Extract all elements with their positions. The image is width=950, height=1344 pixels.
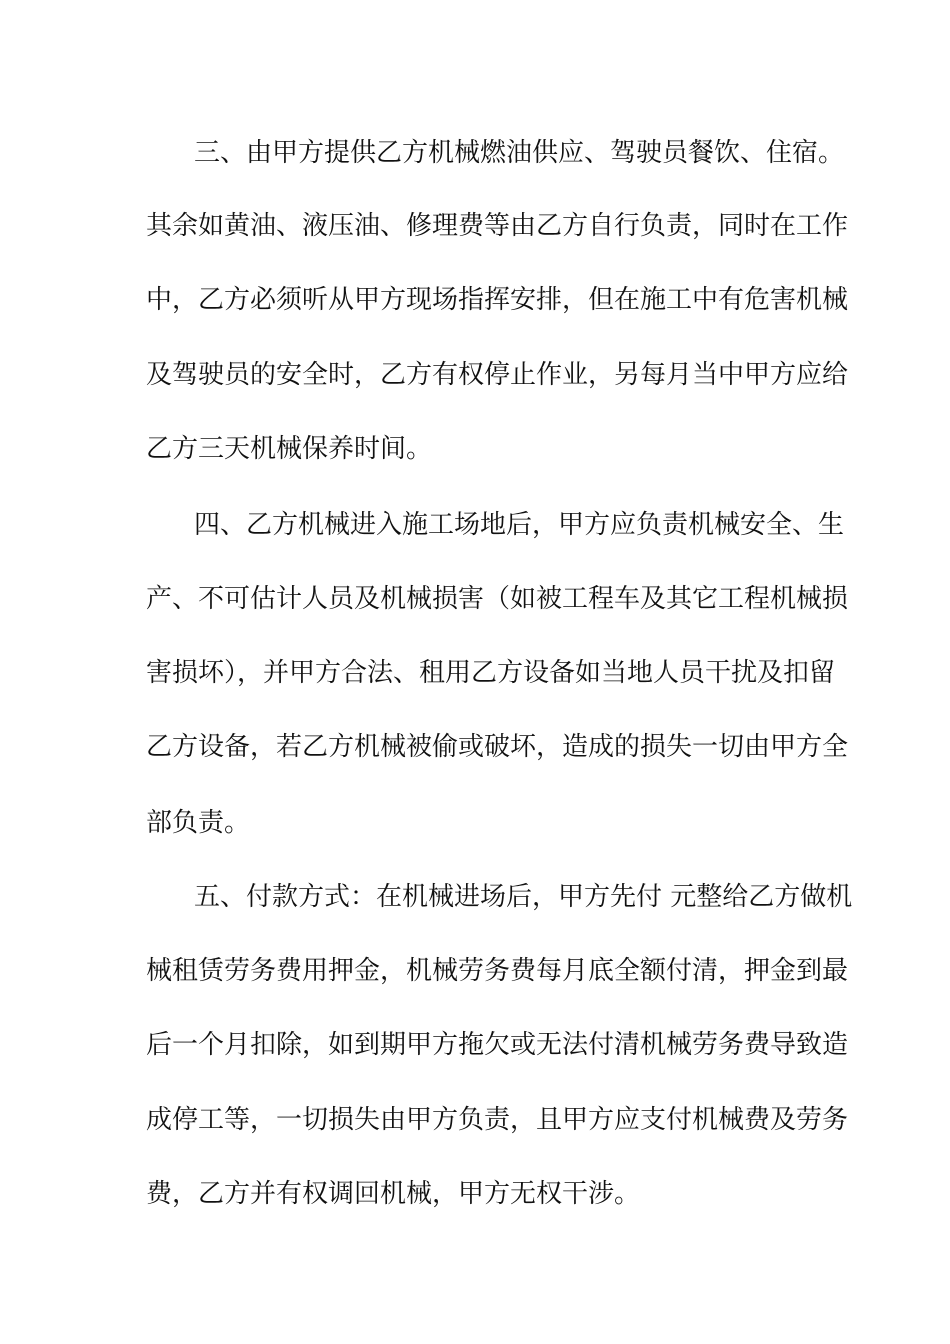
- text-line: 乙方设备，若乙方机械被偷或破坏，造成的损失一切由甲方全: [146, 732, 849, 762]
- text-line: 成停工等，一切损失由甲方负责，且甲方应支付机械费及劳务: [146, 1105, 849, 1135]
- text-line: 乙方三天机械保养时间。: [146, 434, 433, 464]
- text-line: 三、由甲方提供乙方机械燃油供应、驾驶员餐饮、住宿。: [194, 138, 845, 168]
- text-line: 后一个月扣除，如到期甲方拖欠或无法付清机械劳务费导致造: [146, 1030, 849, 1060]
- text-line: 中，乙方必须听从甲方现场指挥安排，但在施工中有危害机械: [146, 285, 849, 315]
- text-line: 费，乙方并有权调回机械，甲方无权干涉。: [146, 1179, 641, 1209]
- text-line: 害损坏），并甲方合法、租用乙方设备如当地人员干扰及扣留: [146, 658, 836, 688]
- text-line: 其余如黄油、液压油、修理费等由乙方自行负责，同时在工作: [146, 211, 849, 241]
- text-line: 五、付款方式：在机械进场后，甲方先付 元整给乙方做机: [194, 882, 853, 912]
- text-line: 部负责。: [146, 808, 251, 838]
- text-line: 械租赁劳务费用押金，机械劳务费每月底全额付清，押金到最: [146, 956, 849, 986]
- text-line: 四、乙方机械进入施工场地后，甲方应负责机械安全、生: [194, 510, 845, 540]
- text-line: 产、不可估计人员及机械损害（如被工程车及其它工程机械损: [146, 584, 849, 614]
- text-line: 及驾驶员的安全时，乙方有权停止作业，另每月当中甲方应给: [146, 360, 849, 390]
